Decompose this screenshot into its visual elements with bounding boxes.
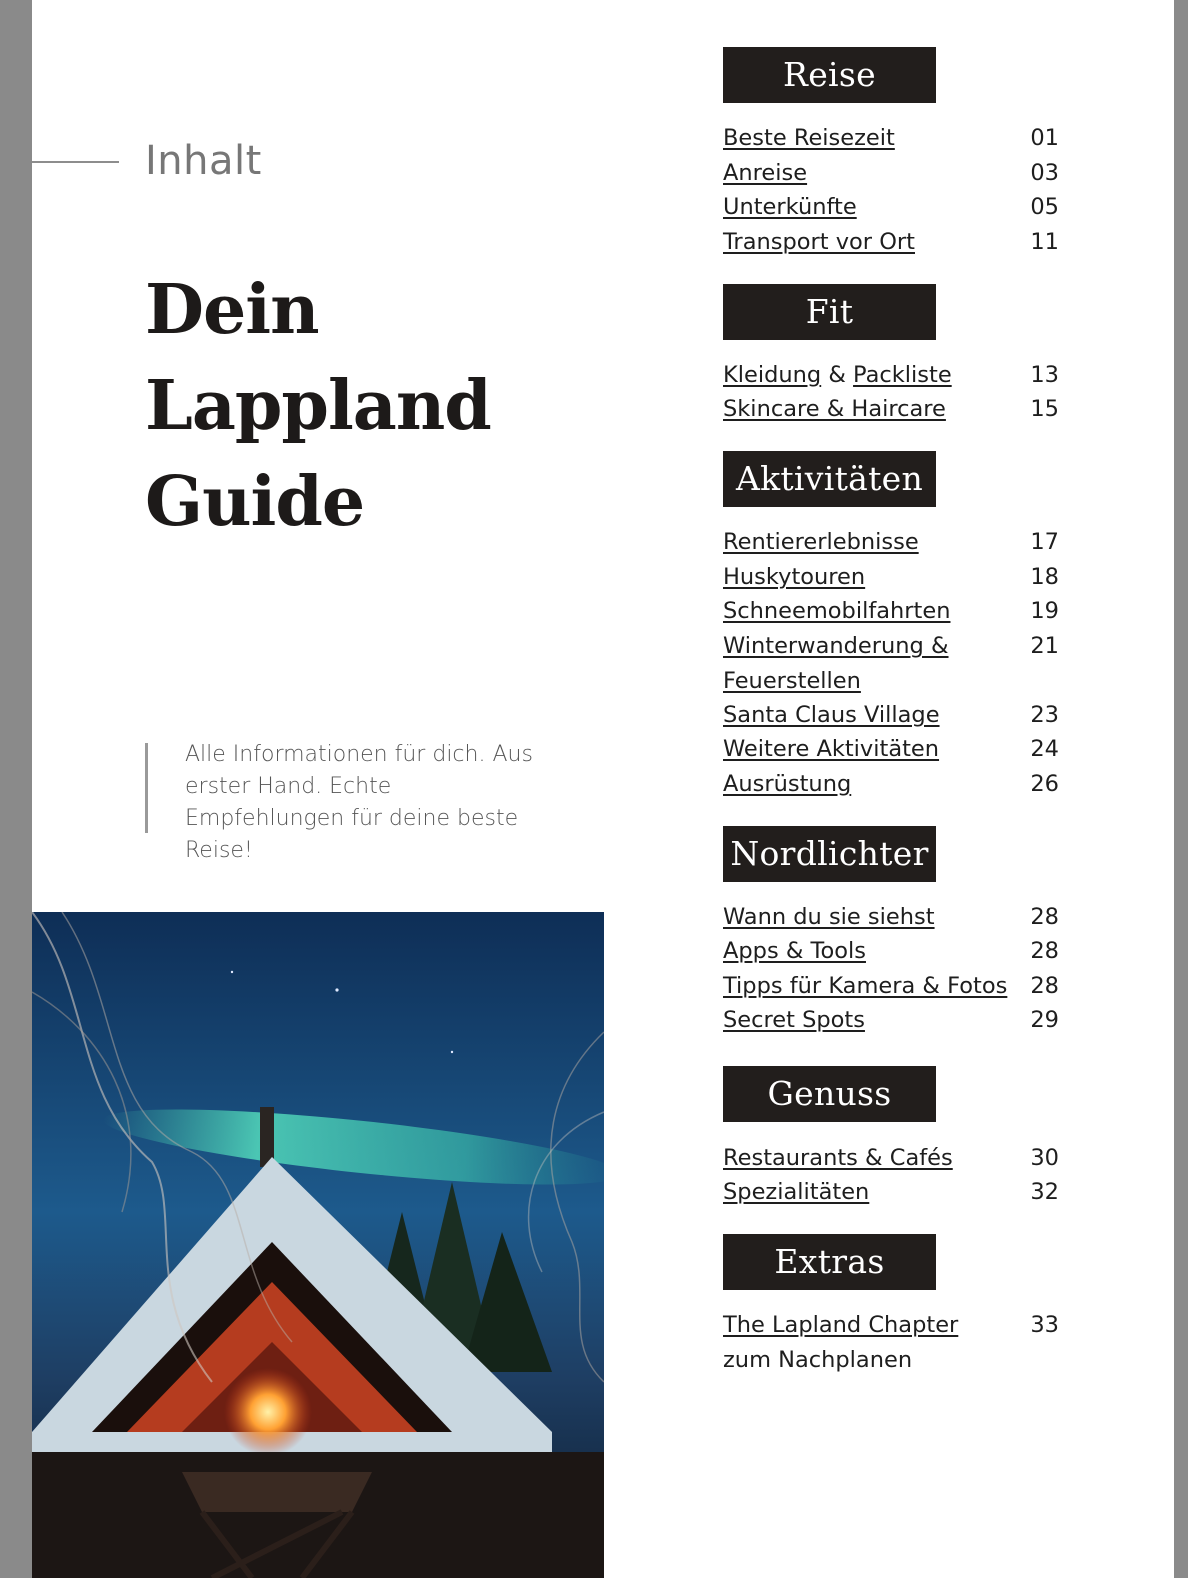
toc-entry-page: 26 [1030, 771, 1059, 797]
toc-entry-label-b: Feuerstellen [723, 667, 861, 694]
toc-entry-label-a: Winterwanderung & [723, 633, 949, 659]
guide-title [145, 262, 491, 550]
toc-entry[interactable] [723, 560, 1059, 595]
toc-entry-label: Restaurants & Cafés [723, 1145, 953, 1171]
toc-entry[interactable] [723, 1308, 1059, 1377]
toc-entry[interactable] [723, 1175, 1059, 1210]
toc-entry[interactable] [723, 1003, 1059, 1038]
toc-entry[interactable] [723, 525, 1059, 560]
section-nordlichter-heading: Nordlichter [723, 826, 936, 882]
toc-entry-page: 18 [1030, 564, 1059, 590]
toc-entry-page: 17 [1030, 529, 1059, 555]
toc-entry[interactable] [723, 698, 1059, 733]
toc-entry-label-a: Kleidung [723, 362, 822, 388]
guide-page [32, 0, 1174, 1578]
toc-entry[interactable] [723, 1141, 1059, 1176]
toc-entry[interactable] [723, 969, 1059, 1004]
section-extras-heading: Extras [723, 1234, 936, 1290]
toc-entry-page: 24 [1030, 736, 1059, 762]
toc-entry-label: Transport vor Ort [723, 229, 915, 255]
toc-entry-page: 11 [1030, 229, 1059, 255]
toc-entry-page: 30 [1030, 1145, 1059, 1171]
toc-entry[interactable] [723, 900, 1059, 935]
intro-text: Alle Informationen für dich. Aus erster Hand. Echte Empfehlungen für deine beste Reise! [185, 742, 533, 863]
toc-entry-label: Spezialitäten [723, 1179, 870, 1205]
toc-entry-label-sep: & [821, 362, 854, 388]
toc-entry-page: 33 [1030, 1312, 1059, 1338]
toc-entry[interactable] [723, 767, 1059, 802]
toc-entry-label-a: The Lapland Chapter [723, 1312, 959, 1338]
section-genuss-heading: Genuss [723, 1066, 936, 1122]
toc-entry[interactable] [723, 190, 1059, 225]
toc-entry-label-b: Packliste [853, 362, 952, 388]
toc-entry-label: Santa Claus Village [723, 702, 940, 728]
toc-entry-page: 03 [1030, 160, 1059, 186]
toc-entry-label: Schneemobilfahrten [723, 598, 951, 624]
toc-entry-label: Apps & Tools [723, 938, 866, 964]
toc-entry-page: 23 [1030, 702, 1059, 728]
inhalt-rule [32, 161, 119, 163]
cover-photo [32, 912, 604, 1578]
toc-entry[interactable] [723, 629, 1059, 698]
toc-entry-page: 05 [1030, 194, 1059, 220]
toc-entry-label-b: zum Nachplanen [723, 1346, 913, 1373]
toc-entry-page: 28 [1030, 904, 1059, 930]
toc-entry[interactable] [723, 358, 1059, 393]
toc-entry-page: 15 [1030, 396, 1059, 422]
title-line-2: Lappland [145, 366, 491, 446]
section-aktivitaeten-heading: Aktivitäten [723, 451, 936, 507]
toc-entry[interactable] [723, 934, 1059, 969]
toc-entry-label: Unterkünfte [723, 194, 857, 220]
toc-entry[interactable] [723, 121, 1059, 156]
toc-entry-page: 21 [1030, 633, 1059, 659]
section-fit-heading: Fit [723, 284, 936, 340]
toc-entry-page: 29 [1030, 1007, 1059, 1033]
toc-entry-page: 32 [1030, 1179, 1059, 1205]
toc-entry-label: Tipps für Kamera & Fotos [723, 973, 1008, 999]
toc-entry-label: Weitere Aktivitäten [723, 736, 940, 762]
toc-entry[interactable] [723, 225, 1059, 260]
toc-entry-label: Rentiererlebnisse [723, 529, 919, 555]
toc-entry-page: 28 [1030, 938, 1059, 964]
toc-entry-label: Huskytouren [723, 564, 866, 590]
toc-entry-page: 13 [1030, 362, 1059, 388]
section-reise-heading: Reise [723, 47, 936, 103]
toc-entry-label: Skincare & Haircare [723, 396, 946, 422]
title-line-3: Guide [145, 462, 365, 542]
inhalt-heading: Inhalt [145, 138, 262, 184]
toc-entry[interactable] [723, 732, 1059, 767]
toc-entry-label: Ausrüstung [723, 771, 852, 797]
toc-entry[interactable] [723, 594, 1059, 629]
toc-entry-label: Beste Reisezeit [723, 125, 895, 151]
title-line-1: Dein [145, 270, 319, 350]
toc-entry-label: Anreise [723, 160, 808, 186]
toc-entry-page: 19 [1030, 598, 1059, 624]
cover-photo-illustration [32, 912, 604, 1578]
toc-entry-page: 28 [1030, 973, 1059, 999]
toc-entry[interactable] [723, 156, 1059, 191]
toc-entry-label: Wann du sie siehst [723, 904, 935, 930]
toc-entry-page: 01 [1030, 125, 1059, 151]
quote-bar [145, 743, 148, 833]
toc-entry[interactable] [723, 392, 1059, 427]
toc-entry-label: Secret Spots [723, 1007, 865, 1033]
